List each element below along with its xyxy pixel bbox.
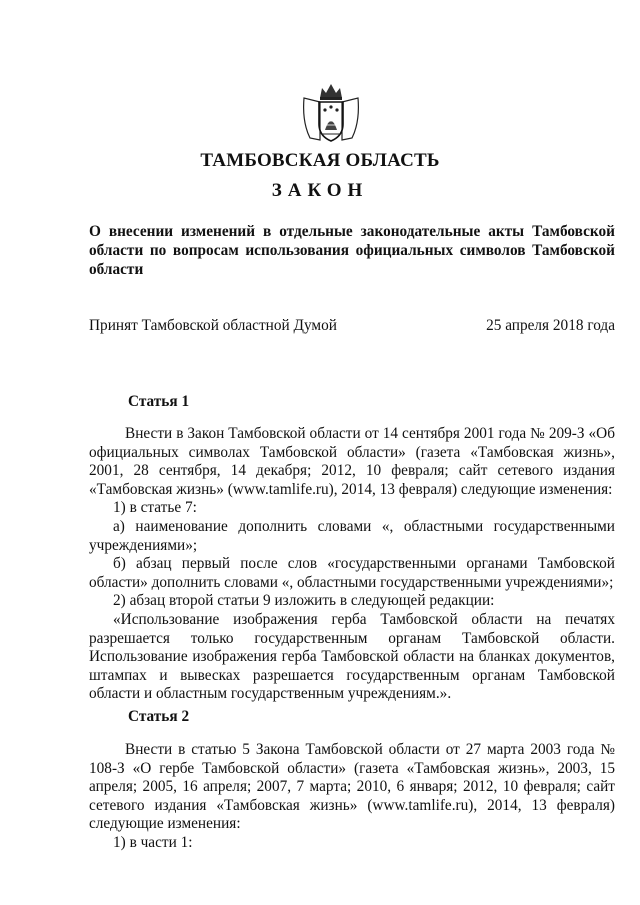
article-1-paragraph: 1) в статье 7: <box>113 499 197 517</box>
article-1-paragraph: б) абзац первый после слов «государственными органами Тамбовской области» дополнить словами «, областными государственными учреждениями»; <box>89 555 615 591</box>
document-type: ЗАКОН <box>271 180 369 201</box>
region-name: ТАМБОВСКАЯ ОБЛАСТЬ <box>200 150 440 171</box>
article-2-paragraph: Внести в статью 5 Закона Тамбовской области от 27 марта 2003 года № 108-З «О гербе Тамбовской области» (газета «Тамбовская жизнь», 2003, 15 апреля; 2005, 16 апреля; 2007, 7 марта; 2010, 6 января; 2012, 10 февраля; сайт сетевого издания «Тамбовская жизнь» (www.tamlife.ru), 2014, 13 февраля) следующие изменения: <box>89 741 615 833</box>
article-2-body <box>89 741 615 853</box>
article-1-paragraph: а) наименование дополнить словами «, областными государственными учреждениями»; <box>89 517 615 554</box>
adoption-line <box>89 317 615 335</box>
article-1-paragraph: «Использование изображения герба Тамбовской области на печатях разрешается только государственным органам Тамбовской области. Использование изображения герба Тамбовской области на бланках документов, штампах и вывесках разрешается государственным органам Тамбовской области и областным государственным учреждениям.». <box>89 610 615 703</box>
article-1-title: Статья 1 <box>128 393 190 410</box>
coat-of-arms-icon <box>300 78 362 146</box>
article-2-title: Статья 2 <box>128 708 190 725</box>
article-1-body <box>89 425 615 704</box>
adopted-by: Принят Тамбовской областной Думой <box>89 317 337 334</box>
law-title: О внесении изменений в отдельные законодательные акты Тамбовской области по вопросам использования официальных символов Тамбовской области <box>89 223 615 278</box>
article-2-paragraph: 1) в части 1: <box>113 833 193 851</box>
article-1-paragraph: 2) абзац второй статьи 9 изложить в следующей редакции: <box>113 592 495 610</box>
article-1-paragraph: Внести в Закон Тамбовской области от 14 сентября 2001 года № 209-З «Об официальных символах Тамбовской области» (газета «Тамбовская жизнь», 2001, 28 сентября, 14 декабря; 2012, 10 февраля; сайт сетевого издания «Тамбовская жизнь» (www.tamlife.ru), 2014, 13 февраля) следующие изменения: <box>89 425 615 498</box>
adoption-date: 25 апреля 2018 года <box>486 317 615 334</box>
